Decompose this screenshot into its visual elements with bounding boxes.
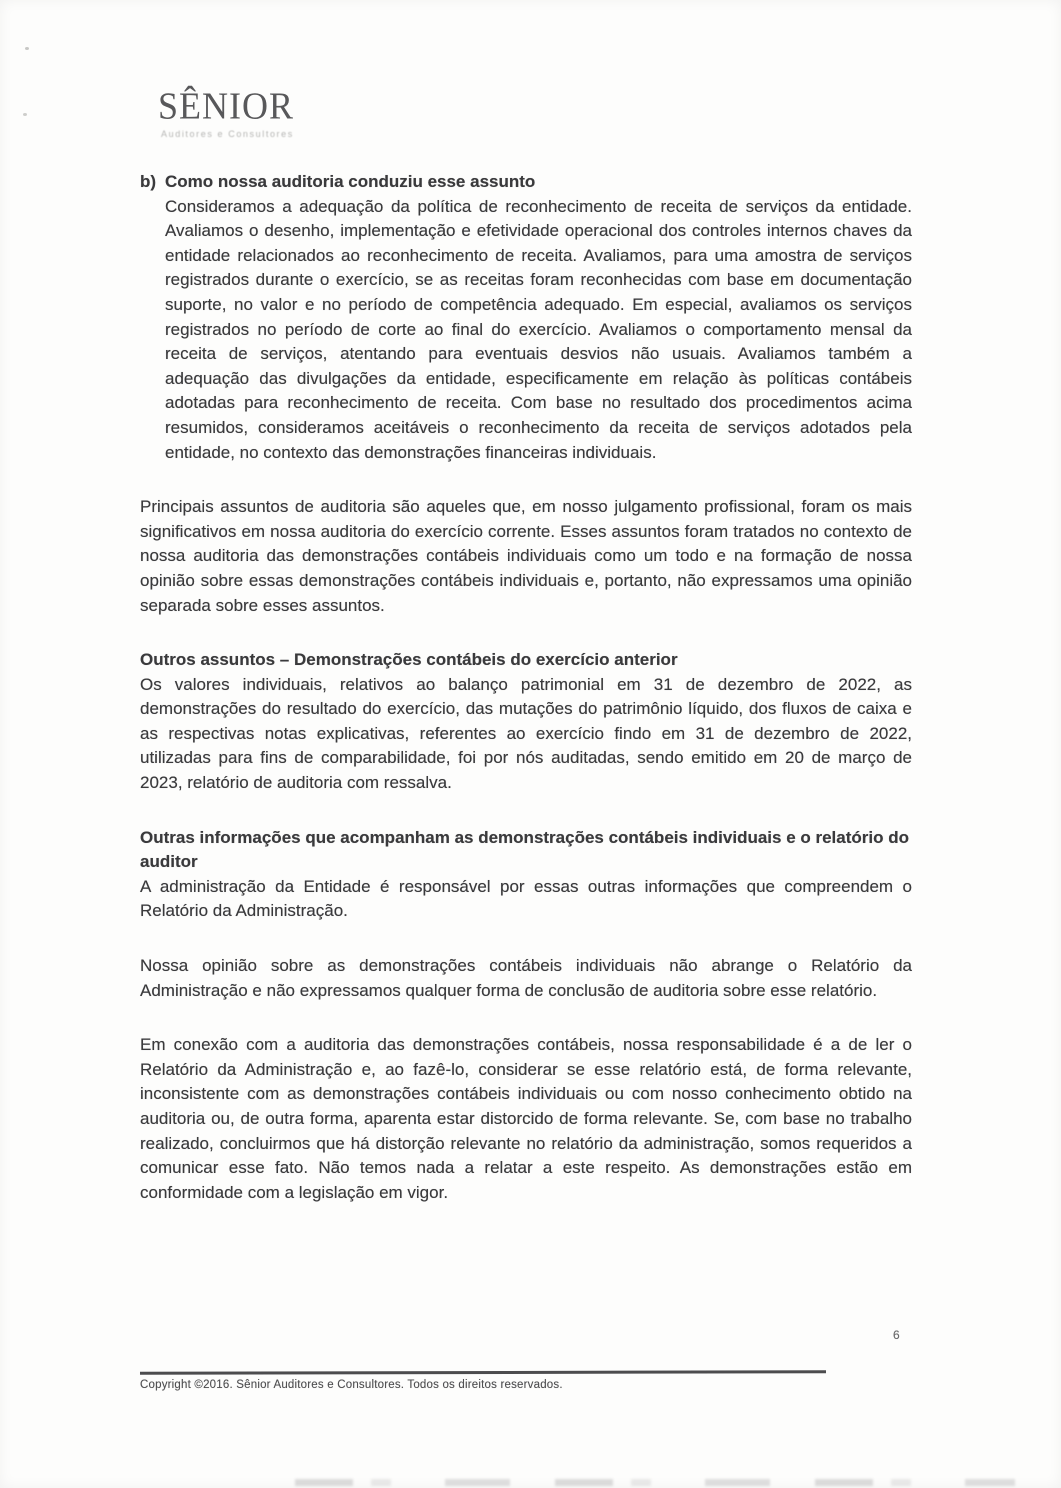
logo-tagline: Auditores e Consultores (161, 129, 294, 139)
spacer (140, 465, 912, 495)
paragraph-outras-informacoes-2: Nossa opinião sobre as demonstrações contábeis individuais não abrange o Relatório da Administração e não expressamos qualquer forma de conclusão de auditoria sobre esse relatório. (140, 956, 912, 1000)
spacer (140, 618, 912, 648)
spacer (140, 796, 912, 826)
document-body (140, 170, 912, 1205)
section-item-b (140, 170, 912, 465)
spacer (140, 1003, 912, 1033)
section-heading-outras-informacoes: Outras informações que acompanham as demonstrações contábeis individuais e o relatório do auditor (140, 827, 909, 872)
section-heading-como-auditoria: Como nossa auditoria conduziu esse assunto (165, 172, 536, 191)
paragraph-principais-assuntos: Principais assuntos de auditoria são aqueles que, em nosso julgamento profissional, foram os mais significativos em nossa auditoria do exercício corrente. Esses assuntos foram tratados no contexto de nossa auditoria das demonstrações contábeis individuais como um todo e na formação de nossa opinião sobre essas demonstrações contábeis individuais e, portanto, não expressamos uma opinião separada sobre esses assuntos. (140, 497, 912, 615)
paragraph-outras-informacoes-3: Em conexão com a auditoria das demonstrações contábeis, nossa responsabilidade é a de ler o Relatório da Administração e, ao fazê-lo, considerar se esse relatório está, de forma relevante, inconsistente com as demonstrações contábeis individuais ou com nosso conhecimento obtido na auditoria ou, de outra forma, aparenta estar distorcido de forma relevante. Se, com base no trabalho realizado, concluirmos que há distorção relevante no relatório da administração, somos requeridos a comunicar esse fato. Não temos nada a relatar a este respeito. As demonstrações estão em conformidade com a legislação em vigor. (140, 1035, 912, 1202)
paragraph-como-auditoria: Consideramos a adequação da política de reconhecimento de receita de serviços da entidade. Avaliamos o desenho, implementação e efetividade operacional dos controles internos chaves da entidade relacionados ao reconhecimento de receita. Avaliamos, para uma amostra de serviços registrados durante o exercício, se as receitas foram reconhecidas com base em documentação suporte, no valor e no período de competência adequado. Em especial, avaliamos os serviços registrados no período de corte ao final do exercício. Avaliamos o comportamento mensal da receita de serviços, atentando para eventuais desvios não usuais. Avaliamos também a adequação das divulgações da entidade, especificamente em relação às políticas contábeis adotadas para reconhecimento de receita. Com base no resultado dos procedimentos acima resumidos, consideramos aceitáveis o reconhecimento da receita de serviços adotados pela entidade, no contexto das demonstrações financeiras individuais. (165, 196, 912, 462)
footer-copyright: Copyright ©2016. Sênior Auditores e Consultores. Todos os direitos reservados. (140, 1379, 563, 1391)
scan-speck (25, 47, 29, 50)
page-number: 6 (893, 1328, 900, 1342)
section-item-b-content (165, 170, 912, 465)
list-marker-b: b) (140, 172, 157, 191)
paragraph-outras-informacoes-1: A administração da Entidade é responsável por essas outras informações que compreendem o Relatório da Administração. (140, 876, 912, 921)
section-heading-outros-assuntos: Outros assuntos – Demonstrações contábeis do exercício anterior (140, 650, 678, 670)
next-page-bleed-artifact (295, 1479, 1015, 1486)
logo-wordmark: SÊNIOR (158, 85, 295, 128)
paragraph-outros-assuntos: Os valores individuais, relativos ao balanço patrimonial em 31 de dezembro de 2022, as demonstrações do resultado do exercício, das mutações do patrimônio líquido, dos fluxos de caixa e as respectivas notas explicativas, referentes ao exercício findo em 31 de dezembro de 2022, utilizadas para fins de comparabilidade, foi por nós auditadas, sendo emitido em 20 de março de 2023, relatório de auditoria com ressalva. (140, 674, 912, 793)
spacer (140, 924, 912, 954)
company-logo (158, 84, 294, 139)
footer-divider (140, 1370, 826, 1374)
scan-speck (23, 113, 27, 116)
